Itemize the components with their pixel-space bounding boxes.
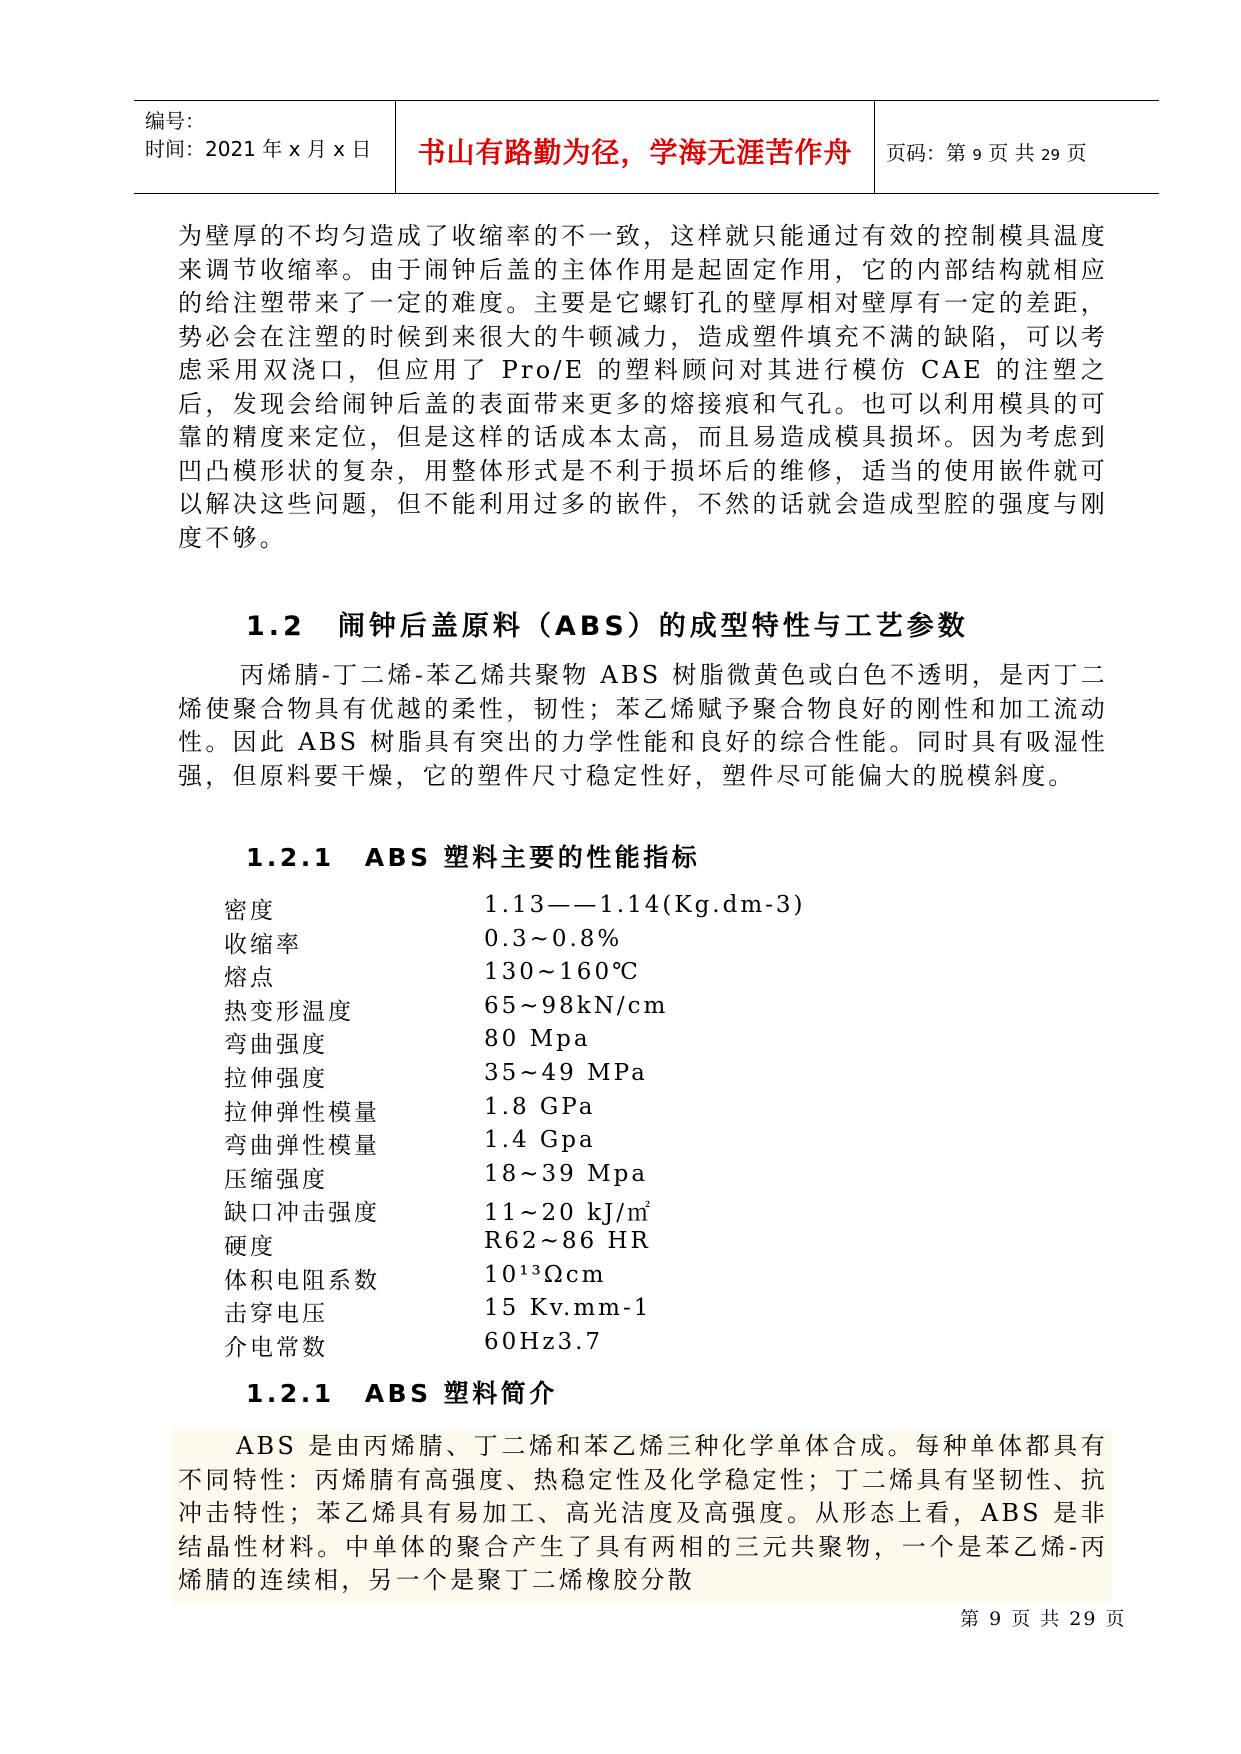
property-row [224,1026,924,1060]
property-name: 熔点 [224,965,276,992]
property-value: R62~86 HR [484,1227,651,1254]
property-value: 130~160℃ [484,959,641,986]
property-row [224,1194,924,1228]
section-heading-1-2 [246,604,969,643]
document-time-label: 时间：2021 年 x 月 x 日 [145,137,372,161]
section-number: 1.2 [246,611,306,642]
property-name: 硬度 [224,1233,276,1260]
property-name: 热变形温度 [224,998,354,1025]
page-header [134,100,1159,194]
section-title: ABS 塑料简介 [364,1379,558,1408]
page-current: 9 [972,146,982,164]
body-paragraph-3: ABS 是由丙烯腈、丁二烯和苯乙烯三种化学单体合成。每种单体都具有不同特性：丙烯腈有高强度、热稳定性及化学稳定性；丁二烯具有坚韧性、抗冲击特性；苯乙烯具有易加工、高光洁度及高强度。从形态上看，ABS 是非结晶性材料。中单体的聚合产生了具有两相的三元共聚物，一个是苯乙烯-丙烯腈的连续相，另一个是聚丁二烯橡胶分散 [178,1432,1108,1594]
property-value: 1.4 Gpa [484,1127,596,1154]
property-name: 压缩强度 [224,1166,328,1193]
property-name: 弯曲弹性模量 [224,1133,380,1160]
property-name: 密度 [224,898,276,924]
property-value: 0.3~0.8% [484,925,623,952]
section-title: 闹钟后盖原料（ABS）的成型特性与工艺参数 [337,611,969,642]
header-page-indicator [886,137,1086,166]
properties-list [224,892,924,1362]
property-value: 1.13——1.14(Kg.dm-3) [484,892,806,918]
property-row [224,1161,924,1195]
body-paragraph-1: 为壁厚的不均匀造成了收缩率的不一致，这样就只能通过有效的控制模具温度来调节收缩率。由于闹钟后盖的主体作用是起固定作用，它的内部结构就相应的给注塑带来了一定的难度。主要是它螺钉孔的壁厚相对壁厚有一定的差距，势必会在注塑的时候到来很大的牛顿减力，造成塑件填充不满的缺陷，可以考虑采用双浇口，但应用了 Pro/E 的塑料顾问对其进行模仿 CAE 的注塑之后，发现会给闹钟后盖的表面带来更多的熔接痕和气孔。也可以利用模具的可靠的精度来定位，但是这样的话成本太高，而且易造成模具损坏。因为考虑到凹凸模形状的复杂，用整体形式是不利于损坏后的维修，适当的使用嵌件就可以解决这些问题，但不能利用过多的嵌件，不然的话就会造成型腔的强度与刚度不够。 [178,222,1108,552]
property-value: 35~49 MPa [484,1059,648,1086]
property-value: 60Hz3.7 [484,1328,604,1355]
footer-suffix: 页 [1105,1608,1127,1630]
property-row [224,1329,924,1363]
property-name: 体积电阻系数 [224,1267,380,1294]
property-name: 弯曲强度 [224,1032,328,1059]
property-row [224,1262,924,1296]
property-value: 65~98kN/cm [484,992,669,1019]
property-row [224,993,924,1027]
property-value: 80 Mpa [484,1026,591,1053]
footer-mid: 页 共 [1011,1608,1062,1630]
property-value: 1.8 GPa [484,1093,596,1120]
property-name: 介电常数 [224,1334,328,1361]
body-paragraph-2: 丙烯腈-丁二烯-苯乙烯共聚物 ABS 树脂微黄色或白色不透明，是丙丁二烯使聚合物具有优越的柔性，韧性；苯乙烯赋予聚合物良好的刚性和加工流动性。因此 ABS 树脂具有突出的力学性能和良好的综合性能。同时具有吸湿性强，但原料要干燥，它的塑件尺寸稳定性好，塑件尽可能偏大的脱模斜度。 [178,661,1108,790]
property-row [224,959,924,993]
page-footer [960,1604,1127,1631]
property-value: 10¹³Ωcm [484,1261,607,1288]
property-value: 15 Kv.mm-1 [484,1295,652,1322]
property-name: 收缩率 [224,931,302,958]
property-row [224,1295,924,1329]
property-value: 11~20 kJ/㎡ [484,1200,654,1227]
property-row [224,1127,924,1161]
page-mid: 页 共 [988,141,1035,165]
property-row [224,1094,924,1128]
property-name: 缺口冲击强度 [224,1200,380,1227]
header-page-cell [875,101,1159,193]
footer-current: 9 [989,1608,1004,1630]
document-number-label: 编号： [145,109,205,133]
section-heading-1-2-1-intro [246,1374,558,1410]
header-motto-cell [396,101,875,193]
section-heading-1-2-1-properties [246,838,700,874]
footer-total: 29 [1069,1608,1098,1630]
section-number: 1.2.1 [246,1379,335,1408]
property-row [224,1060,924,1094]
property-row [224,926,924,960]
property-name: 击穿电压 [224,1301,328,1328]
property-row [224,892,924,926]
page-prefix: 页码：第 [886,141,966,165]
page-suffix: 页 [1066,141,1087,165]
header-meta-cell [134,101,396,193]
property-row [224,1228,924,1262]
header-motto: 书山有路勤为径，学海无涯苦作舟 [417,136,853,169]
property-name: 拉伸弹性模量 [224,1099,380,1126]
property-name: 拉伸强度 [224,1065,328,1092]
footer-prefix: 第 [960,1608,982,1630]
property-value: 18~39 Mpa [484,1160,649,1187]
page-total: 29 [1040,146,1061,164]
section-number: 1.2.1 [246,843,335,872]
section-title: ABS 塑料主要的性能指标 [364,843,701,872]
